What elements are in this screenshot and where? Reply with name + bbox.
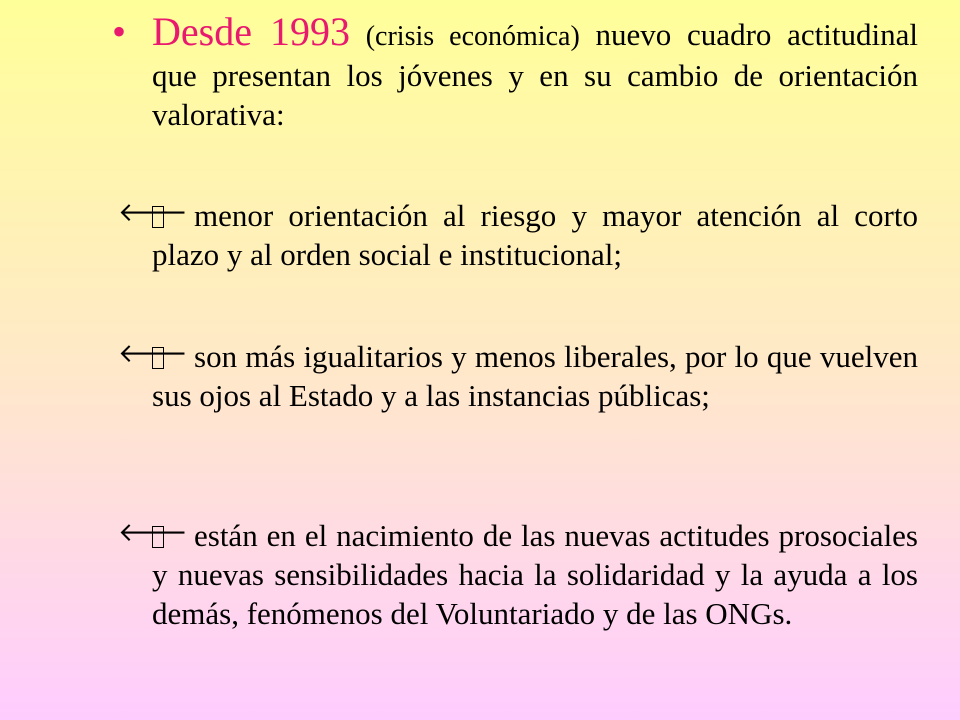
list-item bbox=[152, 337, 918, 415]
main-bullet: • bbox=[112, 9, 127, 54]
intro-rest: nuevo cuadro actitudinal que presentan los jóvenes y en su cambio de orientación valorativa: bbox=[152, 17, 918, 132]
left-arrow-icon: 🡐 bbox=[118, 518, 188, 547]
list-item-text: están en el nacimiento de las nuevas actitudes prosociales y nuevas sensibilidades hacia la solidaridad y la ayuda a los demás, fenómenos del Voluntariado y de las ONGs. bbox=[152, 518, 918, 631]
intro-paragraph bbox=[152, 9, 918, 134]
list-item bbox=[152, 196, 918, 274]
list-item-text: son más igualitarios y menos liberales, por lo que vuelven sus ojos al Estado y a las instancias públicas; bbox=[152, 339, 918, 413]
list-item-text: menor orientación al riesgo y mayor atención al corto plazo y al orden social e institucional; bbox=[152, 198, 918, 272]
box-glyph-icon bbox=[152, 347, 164, 369]
intro-lead: Desde 1993 bbox=[152, 9, 350, 54]
intro-parenthetical: (crisis económica) bbox=[365, 21, 580, 52]
box-glyph-icon bbox=[152, 206, 164, 228]
list-item bbox=[152, 516, 918, 633]
left-arrow-icon: 🡐 bbox=[118, 339, 188, 368]
box-glyph-icon bbox=[152, 526, 164, 548]
left-arrow-icon: 🡐 bbox=[118, 198, 188, 227]
